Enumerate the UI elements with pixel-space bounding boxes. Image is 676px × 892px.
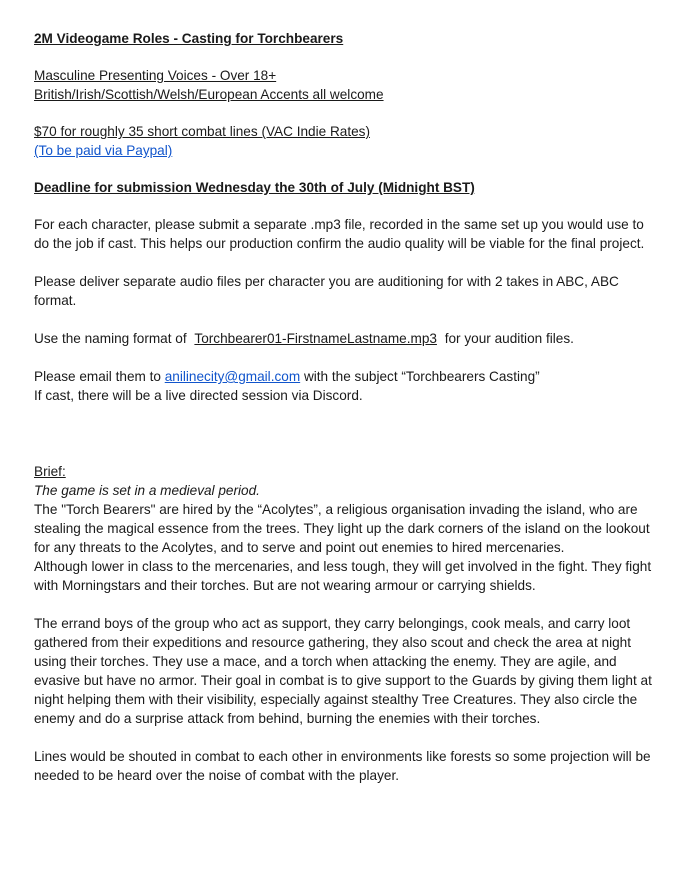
brief-heading: Brief: (34, 464, 66, 479)
voices-requirement: Masculine Presenting Voices - Over 18+ (34, 68, 277, 83)
naming-format (34, 329, 656, 348)
brief-paragraph-1: The "Torch Bearers" are hired by the “Acolytes”, a religious organisation invading the island, who are stealing the magical essence from the trees. They light up the dark corners of the island on the lookout for any threats to the Acolytes, and to serve and point out enemies to hired mercenaries. (34, 502, 650, 555)
paypal-link[interactable]: (To be paid via Paypal) (34, 143, 173, 158)
naming-prefix: Use the naming format of (34, 331, 187, 346)
discord-session: If cast, there will be a live directed session via Discord. (34, 388, 363, 403)
deadline: Deadline for submission Wednesday the 30th of July (Midnight BST) (34, 180, 475, 195)
email-prefix: Please email them to (34, 369, 161, 384)
brief-setting: The game is set in a medieval period. (34, 483, 260, 498)
accents-requirement: British/Irish/Scottish/Welsh/European Accents all welcome (34, 87, 384, 102)
email-suffix: with the subject “Torchbearers Casting” (303, 369, 540, 384)
mp3-instructions: For each character, please submit a separate .mp3 file, recorded in the same set up you would use to do the job if cast. This helps our production confirm the audio quality will be viable for the final project. (34, 217, 645, 251)
brief-paragraph-4: Lines would be shouted in combat to each other in environments like forests so some projection will be needed to be heard over the noise of combat with the player. (34, 749, 651, 783)
naming-suffix: for your audition files. (444, 331, 574, 346)
email-link[interactable]: anilinecity@gmail.com (164, 369, 301, 384)
brief-paragraph-3: The errand boys of the group who act as support, they carry belongings, cook meals, and carry loot gathered from their expeditions and resource gathering, they also scout and check the area at night using their torches. They use a mace, and a torch when attacking the enemy. They are agile, and evasive but have no armor. Their goal in combat is to give support to the Guards by giving them light at night helping them with their visibility, especially against stealthy Tree Creatures. They also circle the enemy and do a surprise attack from behind, burning the enemies with their torches. (34, 616, 652, 726)
brief-paragraph-2: Although lower in class to the mercenaries, and less tough, they will get involved in the fight. They fight with Morningstars and their torches. But are not wearing armour or carrying shields. (34, 559, 652, 593)
pay-rate: $70 for roughly 35 short combat lines (VAC Indie Rates) (34, 124, 370, 139)
delivery-instructions: Please deliver separate audio files per character you are auditioning for with 2 takes in ABC, ABC format. (34, 274, 619, 308)
email-instructions (34, 367, 656, 386)
document-title: 2M Videogame Roles - Casting for Torchbearers (34, 31, 344, 46)
naming-filename: Torchbearer01-FirstnameLastname.mp3 (194, 331, 437, 346)
